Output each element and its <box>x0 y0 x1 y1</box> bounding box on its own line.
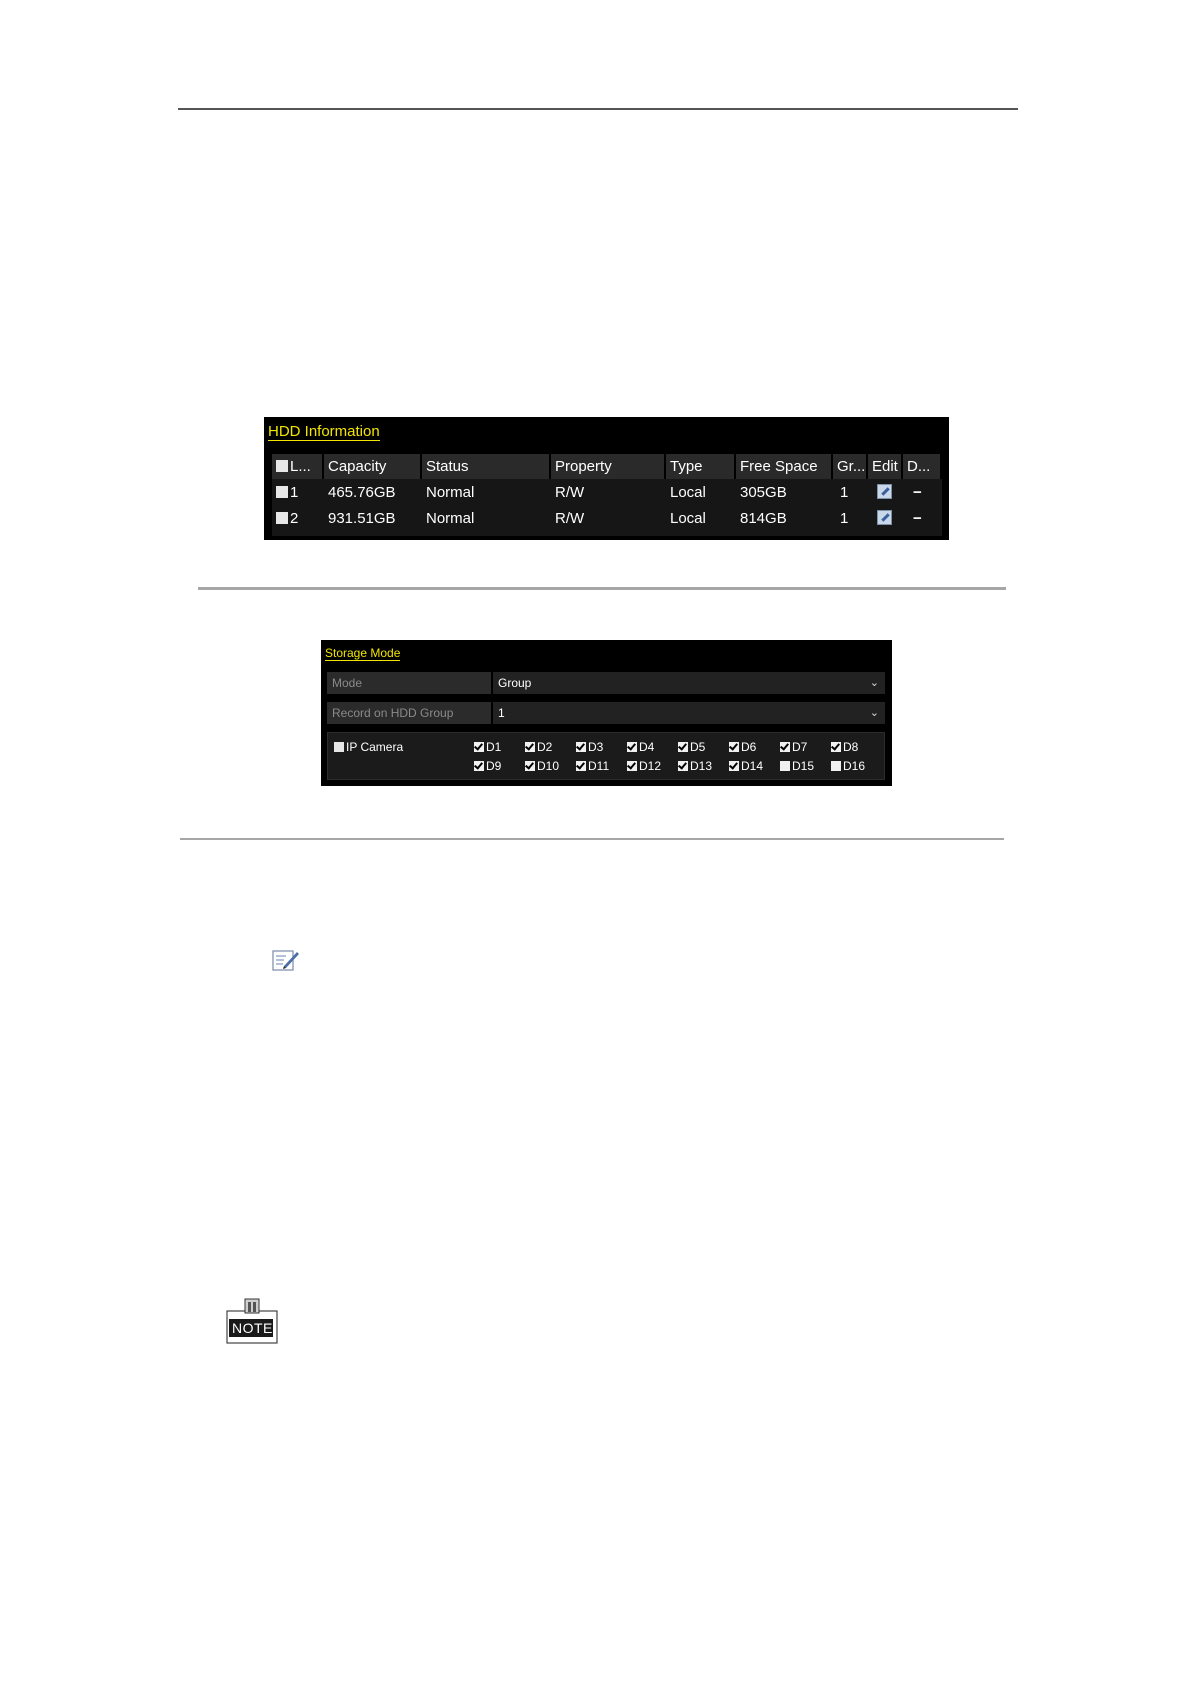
ip-camera-select-all[interactable] <box>334 742 344 752</box>
row-edit[interactable] <box>868 506 903 531</box>
row-edit[interactable] <box>868 480 903 505</box>
table-row[interactable] <box>272 506 942 531</box>
channel-label: D12 <box>639 759 662 773</box>
header-label[interactable]: L... <box>272 454 324 479</box>
edit-icon[interactable] <box>877 484 892 499</box>
header-free-space[interactable]: Free Space <box>736 454 833 479</box>
row-free-space: 814GB <box>740 510 787 527</box>
channel-label: D10 <box>537 759 560 773</box>
row-free-space: 305GB <box>740 484 787 501</box>
row-group: 1 <box>840 484 849 501</box>
row-status: Normal <box>426 510 475 527</box>
channel-checkbox-d9[interactable] <box>474 759 501 773</box>
checked-checkbox-icon[interactable] <box>576 742 586 752</box>
section-divider <box>180 838 1004 840</box>
note-icon <box>223 1297 279 1345</box>
checked-checkbox-icon[interactable] <box>627 761 637 771</box>
checked-checkbox-icon[interactable] <box>729 742 739 752</box>
checked-checkbox-icon[interactable] <box>627 742 637 752</box>
row-capacity: 931.51GB <box>328 510 396 527</box>
mode-row <box>327 672 885 694</box>
channel-checkbox-d16[interactable] <box>831 759 865 773</box>
hdd-panel-title: HDD Information <box>268 423 380 440</box>
channel-label: D6 <box>741 740 757 754</box>
channel-checkbox-d12[interactable] <box>627 759 661 773</box>
section-divider <box>198 587 1006 590</box>
row-type: Local <box>670 510 706 527</box>
checked-checkbox-icon[interactable] <box>678 761 688 771</box>
channel-label: D2 <box>537 740 553 754</box>
channel-checkbox-d13[interactable] <box>678 759 712 773</box>
channel-checkbox-d8[interactable] <box>831 740 858 754</box>
chevron-down-icon: ⌄ <box>869 677 879 689</box>
channel-checkbox-d5[interactable] <box>678 740 705 754</box>
channel-checkbox-d2[interactable] <box>525 740 552 754</box>
channel-checkbox-d7[interactable] <box>780 740 807 754</box>
notepad-icon <box>272 948 300 972</box>
header-type[interactable]: Type <box>666 454 736 479</box>
checked-checkbox-icon[interactable] <box>576 761 586 771</box>
row-property: R/W <box>555 510 585 527</box>
header-edit[interactable]: Edit <box>868 454 903 479</box>
header-status[interactable]: Status <box>422 454 551 479</box>
channel-label: D9 <box>486 759 502 773</box>
row-checkbox[interactable] <box>276 512 288 524</box>
checked-checkbox-icon[interactable] <box>678 742 688 752</box>
channel-label: D7 <box>792 740 808 754</box>
mode-label: Mode <box>327 672 491 694</box>
ip-camera-box <box>327 732 885 780</box>
delete-icon[interactable]: − <box>913 484 922 501</box>
channel-label: D14 <box>741 759 764 773</box>
storage-mode-panel <box>321 640 892 786</box>
row-type: Local <box>670 484 706 501</box>
checked-checkbox-icon[interactable] <box>780 742 790 752</box>
note-icon-text: NOTE <box>232 1320 273 1336</box>
channel-checkbox-d14[interactable] <box>729 759 763 773</box>
table-row[interactable] <box>272 480 942 505</box>
channel-label: D13 <box>690 759 713 773</box>
checked-checkbox-icon[interactable] <box>474 742 484 752</box>
hdd-table-header <box>272 454 942 479</box>
row-label: 2 <box>272 506 324 531</box>
mode-select[interactable]: Group ⌄ <box>493 672 885 694</box>
channel-label: D1 <box>486 740 502 754</box>
channel-checkbox-d10[interactable] <box>525 759 559 773</box>
row-status: Normal <box>426 484 475 501</box>
checked-checkbox-icon[interactable] <box>831 742 841 752</box>
ip-camera-checkbox[interactable]: IP Camera <box>334 740 403 754</box>
unchecked-checkbox-icon[interactable] <box>780 761 790 771</box>
channel-label: D5 <box>690 740 706 754</box>
select-all-checkbox[interactable] <box>276 460 288 472</box>
hdd-group-select[interactable]: 1 ⌄ <box>493 702 885 724</box>
row-capacity: 465.76GB <box>328 484 396 501</box>
channel-label: D4 <box>639 740 655 754</box>
hdd-table <box>272 454 942 536</box>
header-delete[interactable]: D... <box>903 454 942 479</box>
row-property: R/W <box>555 484 585 501</box>
unchecked-checkbox-icon[interactable] <box>831 761 841 771</box>
channel-label: D16 <box>843 759 866 773</box>
channel-label: D15 <box>792 759 815 773</box>
channel-checkbox-d15[interactable] <box>780 759 814 773</box>
row-group: 1 <box>840 510 849 527</box>
edit-icon[interactable] <box>877 510 892 525</box>
row-checkbox[interactable] <box>276 486 288 498</box>
channel-checkbox-d1[interactable] <box>474 740 501 754</box>
channel-label: D3 <box>588 740 604 754</box>
header-rule <box>178 108 1018 110</box>
header-capacity[interactable]: Capacity <box>324 454 422 479</box>
channel-label: D11 <box>588 759 610 773</box>
channel-checkbox-d6[interactable] <box>729 740 756 754</box>
checked-checkbox-icon[interactable] <box>474 761 484 771</box>
channel-label: D8 <box>843 740 859 754</box>
row-label: 1 <box>272 480 324 505</box>
channel-checkbox-d3[interactable] <box>576 740 603 754</box>
hdd-group-label: Record on HDD Group <box>327 702 491 724</box>
storage-panel-title: Storage Mode <box>325 646 401 660</box>
channel-checkbox-d11[interactable] <box>576 759 609 773</box>
delete-icon[interactable]: − <box>913 510 922 527</box>
channel-checkbox-d4[interactable] <box>627 740 654 754</box>
header-property[interactable]: Property <box>551 454 666 479</box>
checked-checkbox-icon[interactable] <box>525 761 535 771</box>
checked-checkbox-icon[interactable] <box>525 742 535 752</box>
hdd-information-panel <box>264 417 949 540</box>
header-group[interactable]: Gr... <box>833 454 868 479</box>
chevron-down-icon: ⌄ <box>869 707 879 719</box>
checked-checkbox-icon[interactable] <box>729 761 739 771</box>
hdd-group-row <box>327 702 885 724</box>
